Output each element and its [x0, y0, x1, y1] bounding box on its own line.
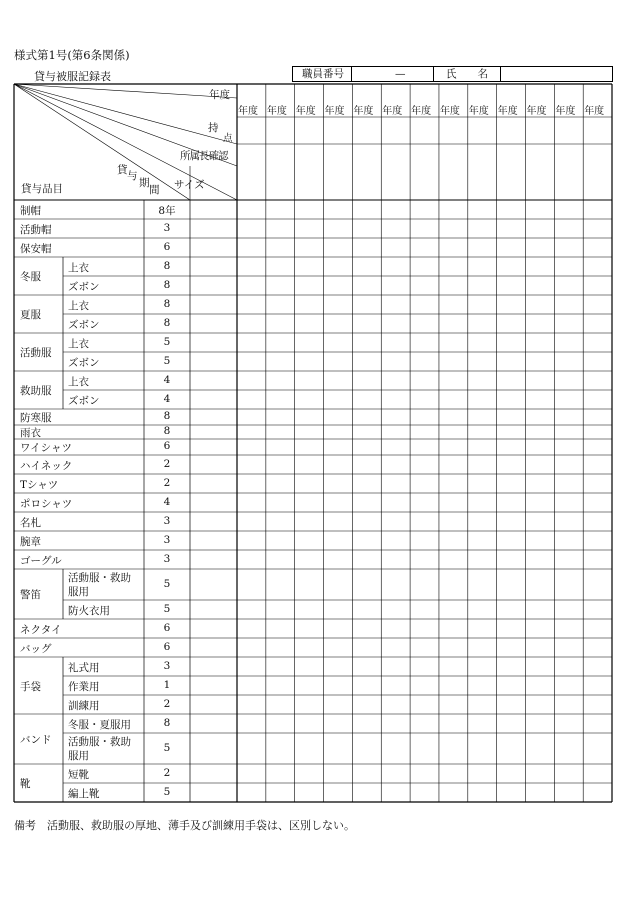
item-label: 活動帽 — [20, 223, 52, 236]
year-column-header: 年度 — [266, 106, 287, 117]
lending-period-value: 5 — [163, 785, 171, 798]
item-sub-label: 作業用 — [68, 680, 100, 693]
header-chief-label: 所属長確認 — [180, 150, 228, 162]
item-label: 腕章 — [20, 535, 41, 548]
lending-period-value: 2 — [163, 457, 171, 470]
lending-period-value: 8 — [163, 716, 171, 729]
form-number: 様式第1号(第6条関係) — [14, 48, 130, 62]
lending-period-value: 3 — [163, 533, 171, 546]
lending-period-value: 5 — [163, 577, 171, 590]
year-column-header: 年度 — [238, 106, 258, 117]
item-sub-label: ズボン — [68, 356, 100, 369]
lending-period-value: 2 — [163, 476, 171, 489]
staff-name-field[interactable] — [501, 67, 611, 81]
lending-period-value: 2 — [163, 766, 171, 779]
item-sub-label: 編上靴 — [68, 787, 100, 800]
year-column-header: 年度 — [439, 106, 460, 117]
diagonal-year — [14, 84, 237, 98]
item-group-label: 警笛 — [20, 589, 41, 601]
item-label: Tシャツ — [20, 478, 59, 491]
header-period-2: 与 — [127, 170, 138, 182]
item-group-label: 靴 — [20, 778, 31, 790]
lending-period-value: 8 — [163, 278, 171, 291]
lending-period-value: 1 — [163, 678, 171, 691]
item-label: 名札 — [20, 516, 41, 529]
lending-period-value: 2 — [163, 697, 171, 710]
lending-period-value: 5 — [163, 335, 171, 348]
item-sub-label: 活動服・救助服用 — [68, 736, 131, 762]
header-size-label: サイズ — [174, 179, 205, 191]
lending-period-value: 8 — [163, 425, 171, 437]
lending-period-value: 6 — [163, 440, 171, 452]
item-label: 雨衣 — [20, 427, 41, 439]
header-holding-label-2: 点 — [223, 133, 233, 144]
item-sub-label: ズボン — [68, 318, 100, 331]
lending-period-value: 8 — [163, 297, 171, 310]
item-sub-label: 冬服・夏服用 — [68, 718, 131, 731]
lending-period-value: 3 — [163, 552, 171, 565]
item-group-label: バンド — [20, 734, 52, 746]
lending-period-value: 8 — [163, 316, 171, 329]
item-sub-label: 上衣 — [68, 261, 89, 274]
item-label: 防寒服 — [20, 412, 52, 424]
item-label: 制帽 — [20, 204, 41, 217]
table-grid — [14, 84, 614, 815]
year-column-header: 年度 — [353, 106, 374, 117]
staff-number-label: 職員番号 — [302, 68, 344, 80]
year-column-header: 年度 — [584, 106, 605, 117]
year-column-header: 年度 — [324, 106, 345, 117]
form-title: 貸与被服記録表 — [34, 70, 111, 83]
lending-period-value: 3 — [163, 221, 171, 234]
item-group-label: 救助服 — [20, 385, 52, 397]
item-sub-label: 礼式用 — [68, 661, 100, 674]
header-period-3: 期 — [139, 177, 150, 189]
lending-period-value: 5 — [163, 602, 171, 615]
header-holding-label: 持 — [208, 122, 219, 134]
item-sub-label: 上衣 — [68, 375, 89, 388]
footnote: 備考 活動服、救助服の厚地、薄手及び訓練用手袋は、区別しない。 — [14, 819, 355, 832]
item-sub-label: ズボン — [68, 280, 100, 293]
year-column-header: 年度 — [382, 106, 403, 117]
item-label: 保安帽 — [20, 242, 52, 255]
lending-period-value: 8 — [163, 259, 171, 272]
year-column-header: 年度 — [468, 106, 489, 117]
item-sub-label: 上衣 — [68, 337, 89, 350]
item-label: ワイシャツ — [20, 442, 72, 454]
year-column-header: 年度 — [295, 106, 316, 117]
staff-number-dash: — — [395, 68, 406, 80]
item-group-label: 手袋 — [20, 680, 41, 693]
year-column-header: 年度 — [497, 106, 518, 117]
year-column-header: 年度 — [526, 106, 547, 117]
item-label: ゴーグル — [20, 554, 62, 567]
lending-period-value: 3 — [163, 514, 171, 527]
name-divider — [433, 67, 434, 81]
lending-period-value: 6 — [163, 240, 171, 253]
item-sub-label: 訓練用 — [68, 699, 100, 712]
item-sub-label: 防火衣用 — [68, 604, 110, 617]
year-column-header: 年度 — [411, 106, 432, 117]
item-label: ネクタイ — [20, 623, 62, 636]
lending-period-value: 5 — [163, 354, 171, 367]
lending-period-value: 4 — [163, 373, 171, 386]
diagonal-holding — [14, 84, 237, 144]
item-label: ハイネック — [20, 459, 73, 472]
staff-name-label: 氏 名 — [446, 68, 488, 80]
lending-period-value: 8 — [163, 410, 171, 422]
item-group-label: 冬服 — [20, 271, 41, 283]
item-sub-label: 活動服・救助服用 — [68, 572, 131, 598]
item-sub-label: 短靴 — [68, 768, 89, 781]
lending-period-value: 5 — [163, 741, 171, 754]
lending-period-value: 6 — [163, 621, 171, 634]
header-year-label: 年度 — [209, 89, 230, 101]
item-group-label: 夏服 — [20, 309, 41, 321]
lending-period-value: 4 — [163, 495, 171, 508]
item-label: ポロシャツ — [20, 497, 73, 510]
staff-info-box — [292, 66, 613, 82]
lending-period-value: 3 — [163, 659, 171, 672]
item-sub-label: 上衣 — [68, 299, 89, 312]
header-item-label: 貸与品目 — [21, 183, 63, 195]
item-sub-label: ズボン — [68, 394, 100, 407]
item-group-label: 活動服 — [20, 347, 52, 359]
staff-number-field-2[interactable] — [411, 67, 428, 81]
header-period-1: 貸 — [117, 164, 128, 176]
item-label: バッグ — [20, 642, 52, 655]
lending-period-value: 6 — [163, 640, 171, 653]
header-period-4: 間 — [149, 184, 160, 196]
year-column-header: 年度 — [555, 106, 576, 117]
lending-period-value: 4 — [163, 392, 171, 405]
lending-period-value: 8年 — [158, 204, 176, 217]
